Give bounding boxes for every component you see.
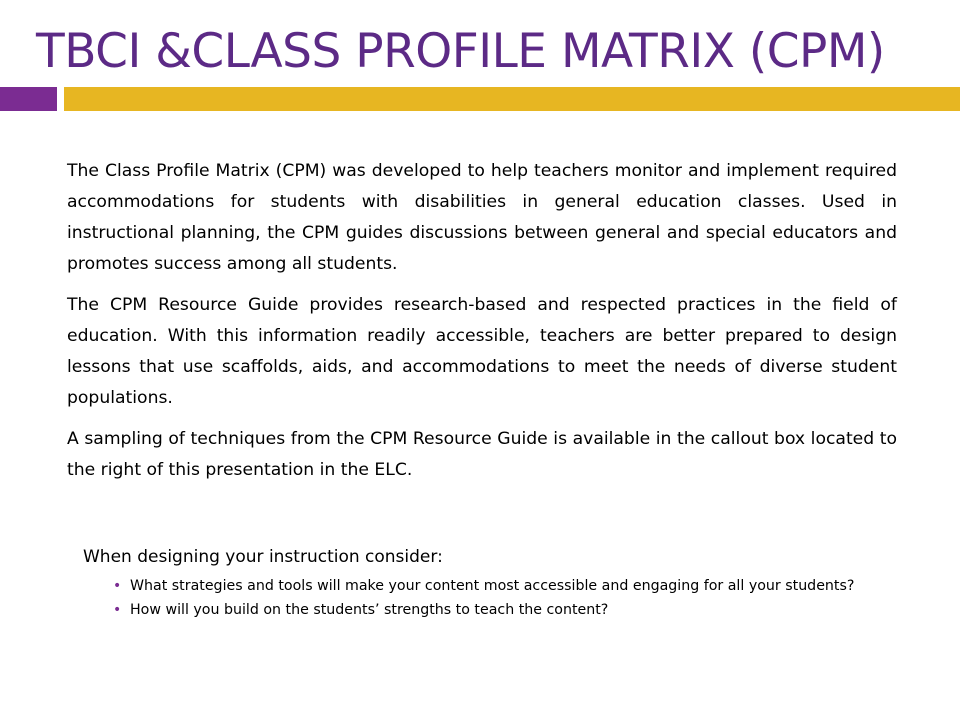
list-item xyxy=(83,598,903,622)
paragraph-cpm-intro: The Class Profile Matrix (CPM) was developed to help teachers monitor and implement required accommodations for students with disabilities in general education classes. Used in instructional planning, the CPM guides discussions between general and special educators and promotes success among all students. xyxy=(67,161,897,274)
bullet-icon: • xyxy=(113,578,122,594)
list-item-text: What strategies and tools will make your content most accessible and engaging for all your students? xyxy=(130,578,855,594)
purple-accent-bar xyxy=(0,87,57,111)
paragraph-resource-guide: The CPM Resource Guide provides research-based and respected practices in the field of education. With this information readily accessible, teachers are better prepared to design lessons that use scaffolds, aids, and accommodations to meet the needs of diverse student populations. xyxy=(67,295,897,408)
consider-heading: When designing your instruction consider: xyxy=(83,547,443,567)
slide-title: TBCI &CLASS PROFILE MATRIX (CPM) xyxy=(36,24,885,79)
bullet-icon: • xyxy=(113,602,122,618)
consider-section xyxy=(83,544,903,622)
list-item xyxy=(83,574,903,598)
paragraph-callout-note: A sampling of techniques from the CPM Resource Guide is available in the callout box located to the right of this presentation in the ELC. xyxy=(67,429,897,480)
gold-accent-bar xyxy=(64,87,960,111)
body-text xyxy=(67,156,897,496)
consider-list xyxy=(83,574,903,622)
list-item-text: How will you build on the students’ strengths to teach the content? xyxy=(130,602,609,618)
